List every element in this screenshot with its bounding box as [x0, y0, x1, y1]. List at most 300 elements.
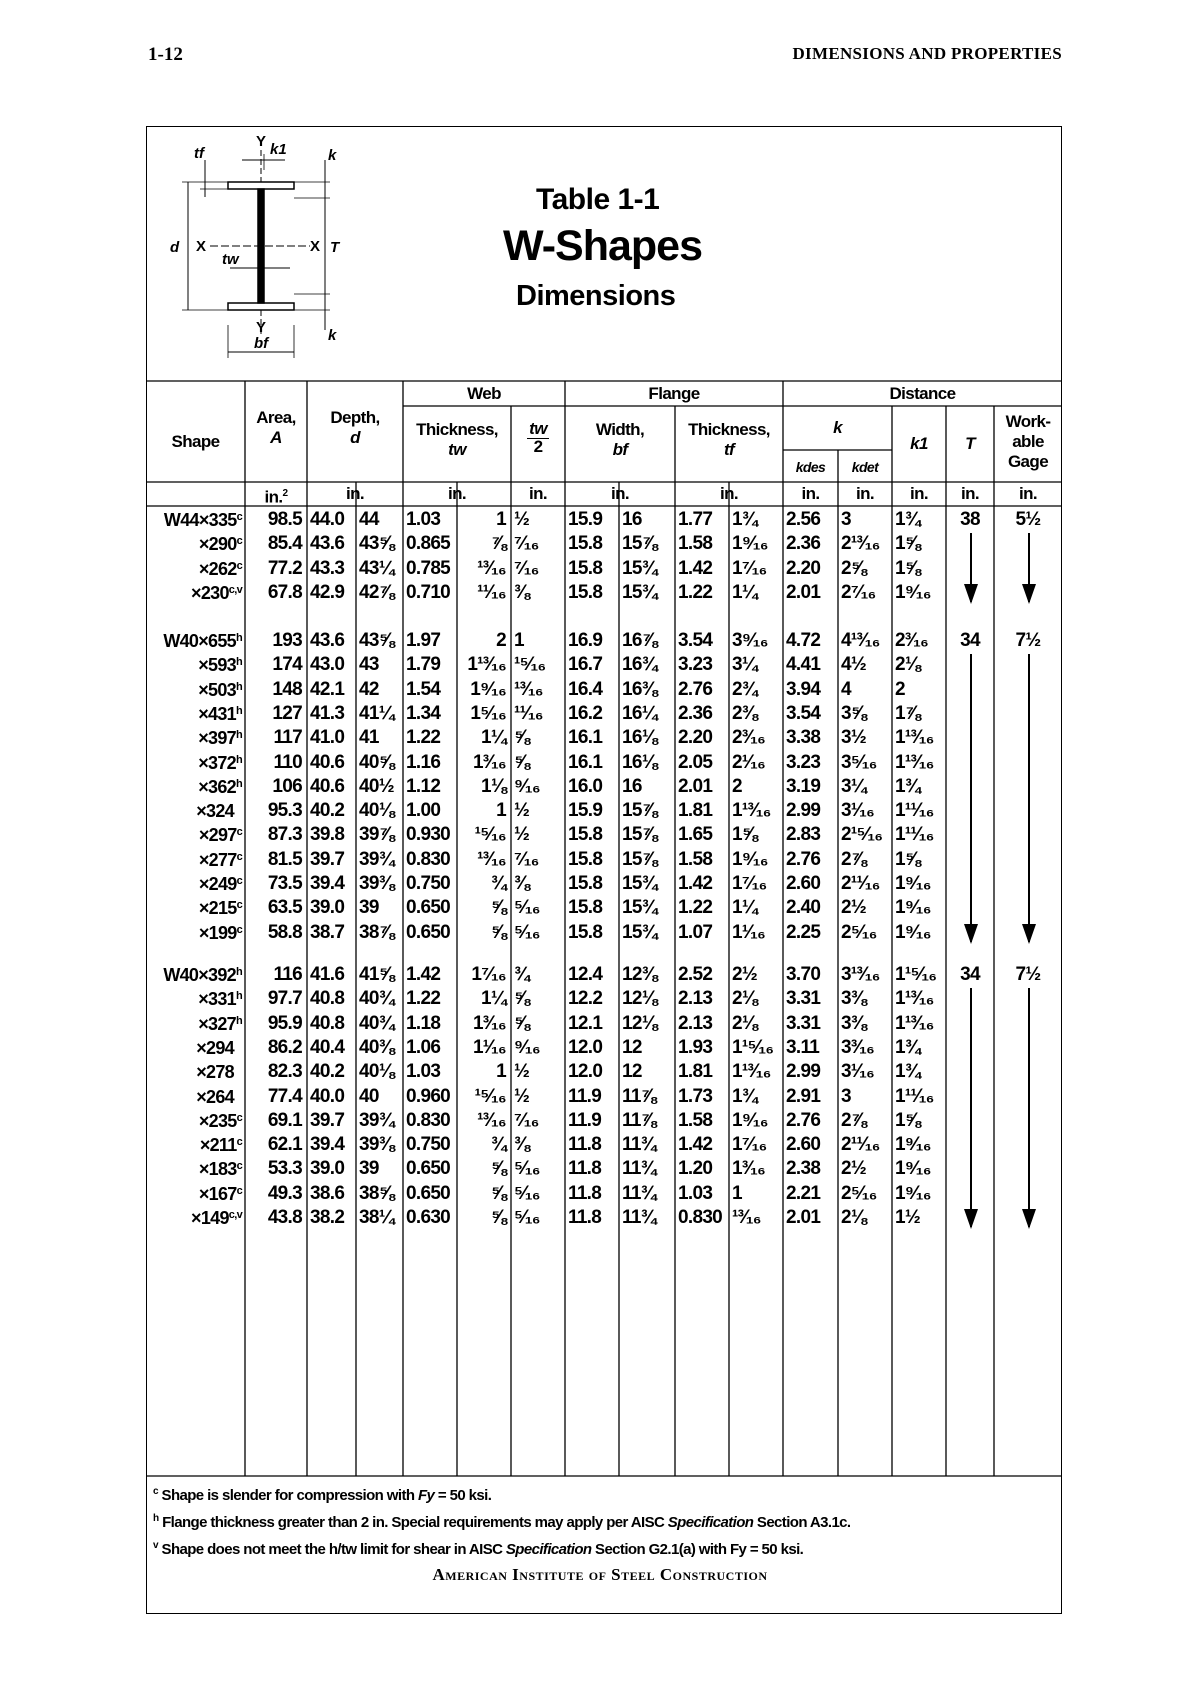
cell-area: 127: [272, 702, 302, 724]
cell-kdes: 2.40: [786, 897, 821, 919]
cell-depth: 40.2: [310, 1061, 345, 1083]
cell-flange-thickness: 0.830: [678, 1207, 723, 1228]
cell-kdes: 2.38: [786, 1158, 821, 1180]
cell-kdet: 2⅛: [841, 1207, 867, 1228]
cell-depth: 38.2: [310, 1207, 345, 1228]
diagram-label-d: d: [170, 239, 180, 256]
cell-kdet: 2¹¹⁄₁₆: [841, 1134, 880, 1156]
cell-depth: 42.9: [310, 581, 345, 603]
cell-flange-width-frac: 15⅞: [622, 848, 657, 870]
cell-area: 77.2: [267, 557, 302, 579]
cell-k1: 1⅝: [895, 557, 921, 579]
cell-half-tw: ½: [514, 1085, 530, 1107]
cell-depth-frac: 38¼: [359, 1207, 394, 1228]
cell-k1: 2³⁄₁₆: [895, 630, 929, 651]
cell-flange-width: 12.2: [568, 988, 603, 1010]
cell-flange-thickness: 1.58: [678, 1109, 713, 1131]
cell-kdes: 2.76: [786, 848, 821, 870]
cell-web-thickness-frac: ⅝: [490, 897, 506, 919]
cell-flange-thickness-frac: 1⁹⁄₁₆: [732, 1109, 768, 1131]
cell-depth: 38.6: [310, 1182, 345, 1204]
cell-web-thickness-frac: 1: [496, 509, 506, 530]
cell-k1: 1¹¹⁄₁₆: [895, 800, 934, 822]
cell-depth-frac: 38⅝: [359, 1182, 394, 1204]
cell-kdet: 3³⁄₁₆: [841, 1036, 875, 1058]
header-web-thickness: Thickness, tw: [416, 420, 498, 459]
cell-flange-width: 12.0: [568, 1036, 603, 1058]
cell-web-thickness-frac: 1¹⁄₁₆: [472, 1036, 506, 1058]
cell-flange-thickness: 1.65: [678, 824, 713, 846]
cell-flange-thickness-frac: 1⁹⁄₁₆: [732, 533, 768, 555]
table-number: Table 1-1: [536, 183, 660, 216]
cell-depth-frac: 39⅜: [359, 1134, 394, 1156]
header-k1: k1: [910, 434, 928, 453]
cell-flange-width-frac: 11⅞: [622, 1109, 656, 1131]
cell-web-thickness: 1.12: [406, 775, 441, 797]
cell-flange-width: 11.9: [568, 1085, 602, 1107]
cell-web-thickness: 1.22: [406, 988, 441, 1010]
cell-flange-width-frac: 15¾: [622, 557, 657, 579]
cell-area: 67.8: [267, 581, 302, 603]
cell-depth-frac: 40⅛: [359, 1061, 394, 1083]
cell-web-thickness: 1.54: [406, 678, 441, 700]
cell-kdet: 3⅝: [841, 702, 867, 724]
cell-web-thickness-frac: 1³⁄₁₆: [472, 1012, 506, 1034]
cell-web-thickness-frac: ¹³⁄₁₆: [477, 848, 506, 870]
table-subtitle: Dimensions: [516, 280, 676, 312]
cell-depth-frac: 39¾: [359, 1109, 394, 1131]
cell-web-thickness-frac: 1: [496, 800, 506, 822]
header-half-tw: tw 2: [529, 419, 547, 456]
cell-depth-frac: 38⅞: [359, 921, 394, 943]
cell-depth-frac: 42⅞: [359, 581, 394, 603]
down-arrow-icon: [964, 584, 978, 604]
cell-flange-thickness: 1.22: [678, 897, 713, 919]
cell-kdes: 2.01: [786, 581, 821, 603]
cell-kdet: 3¹³⁄₁₆: [841, 964, 880, 985]
cell-half-tw: ½: [514, 800, 530, 822]
cell-flange-thickness: 3.54: [678, 630, 713, 651]
cell-depth-frac: 40¾: [359, 988, 394, 1010]
cell-kdet: 2½: [841, 1158, 867, 1180]
cell-half-tw: ⁵⁄₁₆: [514, 897, 540, 919]
cell-k1: 1⁹⁄₁₆: [895, 921, 931, 943]
cell-web-thickness: 1.34: [406, 702, 441, 724]
cell-area: 77.4: [267, 1085, 302, 1107]
header-k: k: [833, 418, 842, 437]
cell-flange-thickness: 2.52: [678, 964, 713, 985]
cell-flange-width: 12.4: [568, 964, 603, 985]
cell-flange-thickness: 1.73: [678, 1085, 713, 1107]
cell-depth: 42.1: [310, 678, 345, 700]
cell-half-tw: ¹¹⁄₁₆: [514, 702, 543, 724]
cell-flange-width: 15.8: [568, 897, 603, 919]
cell-area: 98.5: [267, 509, 302, 530]
table-row-shape: $\times 297^c$: [198, 825, 242, 846]
diagram-label-bf: bf: [254, 335, 269, 352]
cell-flange-thickness-frac: 2³⁄₁₆: [732, 727, 766, 749]
diagram-label-T: T: [330, 239, 340, 256]
cell-kdet: 4½: [841, 654, 867, 676]
cell-flange-width: 12.0: [568, 1061, 603, 1083]
cell-web-thickness-frac: 1¼: [480, 988, 506, 1010]
cell-kdet: 3¼: [841, 775, 867, 797]
cell-web-thickness-frac: 1¼: [480, 727, 506, 749]
cell-flange-thickness-frac: 1⁷⁄₁₆: [732, 557, 767, 579]
cell-flange-thickness-frac: ¹³⁄₁₆: [732, 1207, 761, 1228]
table-row-shape: $\times 362^h$: [198, 776, 242, 797]
cell-area: 174: [272, 654, 302, 676]
cell-flange-width-frac: 16: [622, 775, 642, 797]
cell-web-thickness: 0.750: [406, 873, 451, 894]
diagram-label-k-top: k: [328, 147, 337, 164]
diagram-label-x-right: X: [310, 238, 321, 255]
cell-k1: 1⅝: [895, 848, 921, 870]
cell-flange-thickness-frac: 2¾: [732, 678, 758, 700]
table-row-shape: $\times 431^h$: [198, 703, 242, 724]
down-arrow-icon: [1022, 924, 1036, 944]
unit-label: in.: [719, 484, 739, 503]
table-row-shape: $\times 331^h$: [198, 989, 242, 1010]
footnote: $^h$ Flange thickness greater than 2 in. Special requirements may apply per AISC Specification Section A3.1c.: [153, 1513, 851, 1531]
cell-flange-width-frac: 16¼: [622, 702, 657, 724]
cell-k1: 1¹³⁄₁₆: [895, 727, 934, 749]
cell-kdet: 3: [841, 1085, 851, 1107]
table-row-shape: $W44\times 335^c$: [163, 510, 242, 530]
cell-k1: 1⅝: [895, 1109, 921, 1131]
table-row-shape: $\times 199^c$: [198, 922, 242, 943]
cell-flange-width-frac: 11⅞: [622, 1085, 656, 1107]
cell-half-tw: ⅜: [514, 873, 530, 894]
table-row-shape: $\times 290^c$: [198, 534, 242, 555]
cell-flange-thickness: 1.42: [678, 557, 713, 579]
diagram-label-k1: k1: [270, 141, 287, 158]
cell-kdet: 2½: [841, 897, 867, 919]
cell-half-tw: ½: [514, 509, 530, 530]
cell-kdet: 4: [841, 678, 851, 700]
cell-flange-thickness: 1.58: [678, 848, 713, 870]
cell-k1: 1⁹⁄₁₆: [895, 1158, 931, 1180]
unit-label: in.: [610, 484, 630, 503]
cell-flange-thickness-frac: 3¼: [732, 654, 758, 676]
cell-flange-thickness: 3.23: [678, 654, 713, 676]
table-row-shape: $W40\times 392^h$: [163, 965, 242, 985]
cell-k1: 1¹³⁄₁₆: [895, 751, 934, 773]
cell-flange-width: 12.1: [568, 1012, 603, 1034]
cell-kdet: 2¹⁵⁄₁₆: [841, 824, 883, 846]
cell-half-tw: ¹⁵⁄₁₆: [514, 654, 546, 676]
cell-kdes: 3.31: [786, 1012, 821, 1034]
cell-kdes: 3.94: [786, 678, 821, 700]
table-row-shape: $\times 262^c$: [198, 558, 242, 579]
cell-kdet: 3¹⁄₁₆: [841, 1061, 875, 1083]
cell-kdes: 2.25: [786, 921, 821, 943]
cell-k1: 1½: [895, 1207, 921, 1228]
cell-flange-width: 15.8: [568, 921, 603, 943]
cell-depth: 40.0: [310, 1085, 345, 1107]
table-row-shape: $\times 230^{c,v}$: [191, 582, 242, 603]
cell-T: 38: [960, 509, 980, 530]
table-row-shape: $\times 327^h$: [198, 1013, 242, 1034]
cell-flange-thickness: 2.20: [678, 727, 713, 749]
cell-web-thickness-frac: ⅞: [490, 533, 506, 555]
cell-kdes: 3.11: [786, 1036, 820, 1058]
cell-flange-thickness-frac: 2½: [732, 964, 758, 985]
table-row-shape: $\times 372^h$: [198, 752, 242, 773]
cell-k1: 1¾: [895, 509, 921, 530]
cell-area: 193: [272, 630, 302, 651]
header-workable-gage: Work- able Gage: [1005, 412, 1051, 471]
cell-flange-width: 11.8: [568, 1158, 602, 1180]
cell-depth: 40.4: [310, 1036, 345, 1058]
cell-area: 43.8: [267, 1207, 302, 1228]
cell-flange-width-frac: 12: [622, 1061, 642, 1083]
cell-area: 49.3: [267, 1182, 302, 1204]
page-number: 1-12: [148, 44, 183, 65]
table-title: W-Shapes: [503, 222, 703, 270]
cell-depth: 40.8: [310, 1012, 345, 1034]
cell-web-thickness-frac: 1⁵⁄₁₆: [470, 702, 506, 724]
cell-flange-width: 15.9: [568, 509, 603, 530]
cell-flange-thickness-frac: 1⅝: [732, 824, 758, 846]
cell-flange-width-frac: 15¾: [622, 921, 657, 943]
continuation-arrow-line: [970, 988, 972, 1227]
table-row-shape: ×278: [196, 1062, 234, 1083]
cell-web-thickness-frac: ¹³⁄₁₆: [477, 557, 506, 579]
unit-label: in.: [345, 484, 365, 503]
cell-depth: 41.6: [310, 964, 345, 985]
cell-depth-frac: 44: [359, 509, 379, 530]
cell-flange-thickness: 1.77: [678, 509, 713, 530]
cell-web-thickness: 1.42: [406, 964, 441, 985]
cell-web-thickness: 0.930: [406, 824, 451, 846]
cell-depth-frac: 43⅝: [359, 630, 394, 651]
cell-web-thickness-frac: ¹¹⁄₁₆: [477, 581, 506, 603]
cell-kdet: 3⅜: [841, 1012, 867, 1034]
cell-kdes: 3.54: [786, 702, 821, 724]
cell-web-thickness: 0.830: [406, 1109, 451, 1131]
cell-flange-width: 11.8: [568, 1182, 602, 1204]
table-row-shape: $\times 503^h$: [198, 679, 242, 700]
cell-web-thickness: 0.830: [406, 848, 451, 870]
cell-depth: 40.6: [310, 775, 345, 797]
cell-kdes: 2.21: [786, 1182, 821, 1204]
cell-flange-thickness-frac: 1¼: [732, 897, 758, 919]
cell-half-tw: ¾: [514, 964, 530, 985]
unit-label: in.: [855, 484, 875, 503]
cell-kdes: 2.36: [786, 533, 821, 555]
header-flange-thickness: Thickness, tf: [688, 420, 770, 459]
cell-kdes: 3.19: [786, 775, 821, 797]
cell-flange-width-frac: 16⅛: [622, 727, 657, 749]
cell-flange-width: 16.1: [568, 727, 603, 749]
cell-flange-width-frac: 12⅛: [622, 988, 657, 1010]
cell-web-thickness-frac: ⅝: [490, 1182, 506, 1204]
diagram-label-y-bot: Y: [256, 319, 267, 336]
unit-label: in.: [801, 484, 820, 503]
cell-depth-frac: 40½: [359, 775, 394, 797]
cell-k1: 1¹³⁄₁₆: [895, 988, 934, 1010]
cell-flange-thickness-frac: 2¹⁄₁₆: [732, 751, 766, 773]
cell-k1: 1¹¹⁄₁₆: [895, 824, 934, 846]
cell-depth: 41.3: [310, 702, 345, 724]
header-distance: Distance: [889, 384, 956, 403]
cell-depth-frac: 40⅝: [359, 751, 394, 773]
cell-flange-thickness: 1.58: [678, 533, 713, 555]
cell-flange-width: 16.2: [568, 702, 603, 724]
cell-kdes: 2.01: [786, 1207, 821, 1228]
cell-flange-thickness-frac: 2⅜: [732, 702, 758, 724]
cell-k1: 1¹⁵⁄₁₆: [895, 964, 937, 985]
cell-kdes: 2.56: [786, 509, 821, 530]
cell-depth-frac: 41⅝: [359, 964, 394, 985]
cell-half-tw: ⁷⁄₁₆: [514, 533, 539, 555]
cell-depth: 39.4: [310, 873, 345, 894]
cell-depth-frac: 43⅝: [359, 533, 394, 555]
cell-flange-width-frac: 15⅞: [622, 824, 657, 846]
diagram-label-x-left: X: [196, 238, 207, 255]
cell-web-thickness: 1.03: [406, 1061, 441, 1083]
cell-flange-thickness-frac: 1¼: [732, 581, 758, 603]
cell-flange-thickness-frac: 1¹⁄₁₆: [732, 921, 766, 943]
cell-depth: 40.8: [310, 988, 345, 1010]
cell-web-thickness: 1.16: [406, 751, 441, 773]
cell-kdes: 2.99: [786, 1061, 821, 1083]
cell-web-thickness: 0.650: [406, 1158, 451, 1180]
table-row-shape: $\times 167^c$: [198, 1183, 242, 1204]
unit-label: in.: [528, 484, 548, 503]
cell-depth: 39.7: [310, 848, 345, 870]
cell-flange-width: 16.7: [568, 654, 603, 676]
cell-web-thickness: 1.97: [406, 630, 441, 651]
cell-flange-width-frac: 11¾: [622, 1158, 656, 1180]
cell-flange-thickness-frac: 1⁹⁄₁₆: [732, 848, 768, 870]
cell-flange-thickness-frac: 3⁹⁄₁₆: [732, 630, 768, 651]
cell-k1: 1⅝: [895, 533, 921, 555]
table-row-shape: $\times 149^{c,v}$: [191, 1208, 242, 1228]
cell-flange-width: 15.8: [568, 557, 603, 579]
cell-flange-width-frac: 16⅛: [622, 751, 657, 773]
cell-web-thickness-frac: 1: [496, 1061, 506, 1083]
cell-depth-frac: 43¼: [359, 557, 394, 579]
cell-web-thickness: 1.18: [406, 1012, 441, 1034]
cell-half-tw: ⁷⁄₁₆: [514, 557, 539, 579]
cell-k1: 1⁹⁄₁₆: [895, 873, 931, 894]
cell-depth: 43.3: [310, 557, 345, 579]
cell-web-thickness: 0.785: [406, 557, 451, 579]
table-row-shape: $\times 277^c$: [198, 849, 242, 870]
cell-kdes: 2.60: [786, 1134, 821, 1156]
cell-flange-thickness: 1.42: [678, 1134, 713, 1156]
cell-depth: 39.4: [310, 1134, 345, 1156]
table-row-shape: $\times 235^c$: [198, 1110, 242, 1131]
cell-kdes: 3.70: [786, 964, 821, 985]
cell-workable-gage: 7½: [1015, 964, 1041, 985]
cell-flange-thickness-frac: 1¹⁵⁄₁₆: [732, 1036, 774, 1058]
cell-half-tw: ¹³⁄₁₆: [514, 678, 543, 700]
cell-area: 69.1: [267, 1109, 302, 1131]
cell-depth: 39.0: [310, 1158, 345, 1180]
cell-flange-width-frac: 11¾: [622, 1182, 656, 1204]
cell-flange-width: 11.8: [568, 1207, 602, 1228]
cell-flange-thickness: 1.81: [678, 1061, 713, 1083]
cell-web-thickness: 0.750: [406, 1134, 451, 1156]
cell-web-thickness-frac: 2: [496, 630, 506, 651]
cell-kdes: 3.38: [786, 727, 821, 749]
unit-label: in.: [909, 484, 929, 503]
cell-flange-width: 15.8: [568, 533, 603, 555]
cell-depth: 39.7: [310, 1109, 345, 1131]
cell-flange-thickness-frac: 1⁷⁄₁₆: [732, 1134, 767, 1156]
cell-workable-gage: 5½: [1015, 509, 1041, 530]
footnotes: [153, 1480, 851, 1561]
cell-workable-gage: 7½: [1015, 630, 1041, 651]
cell-flange-thickness: 2.13: [678, 1012, 713, 1034]
header-shape: Shape: [171, 432, 220, 451]
table-row-shape: $\times 211^c$: [199, 1135, 242, 1156]
cell-flange-thickness-frac: 1: [732, 1182, 742, 1204]
cell-flange-thickness: 2.76: [678, 678, 713, 700]
cell-k1: 1¾: [895, 775, 921, 797]
cell-flange-width-frac: 15⅞: [622, 800, 657, 822]
cell-flange-width: 15.8: [568, 873, 603, 894]
cell-web-thickness-frac: 1⁷⁄₁₆: [471, 964, 506, 985]
cell-half-tw: ⁹⁄₁₆: [514, 775, 540, 797]
cell-depth: 40.6: [310, 751, 345, 773]
cell-area: 106: [272, 775, 302, 797]
cell-half-tw: ½: [514, 824, 530, 846]
cell-k1: 1¾: [895, 1061, 921, 1083]
cell-half-tw: ⁵⁄₁₆: [514, 1182, 540, 1204]
cell-web-thickness-frac: 1³⁄₁₆: [472, 751, 506, 773]
cell-half-tw: 1: [514, 630, 524, 651]
cell-web-thickness-frac: ¾: [490, 873, 506, 894]
cell-kdet: 2¹³⁄₁₆: [841, 533, 880, 555]
cell-half-tw: ⁵⁄₁₆: [514, 1158, 540, 1180]
cell-kdet: 3⁵⁄₁₆: [841, 751, 877, 773]
cell-flange-thickness: 2.01: [678, 775, 713, 797]
cell-area: 117: [273, 727, 302, 749]
cell-flange-thickness: 2.36: [678, 702, 713, 724]
cell-k1: 1¾: [895, 1036, 921, 1058]
cell-area: 116: [273, 964, 302, 985]
cell-T: 34: [960, 964, 980, 985]
cell-kdes: 3.23: [786, 751, 821, 773]
table-row-shape: ×294: [196, 1037, 234, 1058]
cell-kdes: 2.60: [786, 873, 821, 894]
cell-flange-thickness: 1.42: [678, 873, 713, 894]
cell-kdet: 3¹⁄₁₆: [841, 800, 875, 822]
cell-kdet: 4¹³⁄₁₆: [841, 630, 880, 651]
continuation-arrow-line: [1028, 654, 1030, 942]
cell-flange-thickness-frac: 2⅛: [732, 988, 758, 1010]
cell-area: 87.3: [267, 824, 302, 846]
cell-flange-thickness-frac: 1³⁄₁₆: [732, 1158, 766, 1180]
cell-kdes: 4.41: [786, 654, 821, 676]
cell-k1: 1⁹⁄₁₆: [895, 897, 931, 919]
cell-flange-width-frac: 16: [622, 509, 642, 530]
cell-area: 81.5: [267, 848, 302, 870]
cell-flange-width: 16.1: [568, 751, 603, 773]
cell-flange-width: 16.9: [568, 630, 603, 651]
cell-half-tw: ⅜: [514, 1134, 530, 1156]
cell-flange-width-frac: 15⅞: [622, 533, 657, 555]
cell-depth: 44.0: [310, 509, 345, 530]
unit-label: in.: [1018, 484, 1038, 503]
cell-depth-frac: 41¼: [359, 702, 394, 724]
cell-web-thickness-frac: ⅝: [490, 1158, 506, 1180]
continuation-arrow-line: [970, 654, 972, 942]
